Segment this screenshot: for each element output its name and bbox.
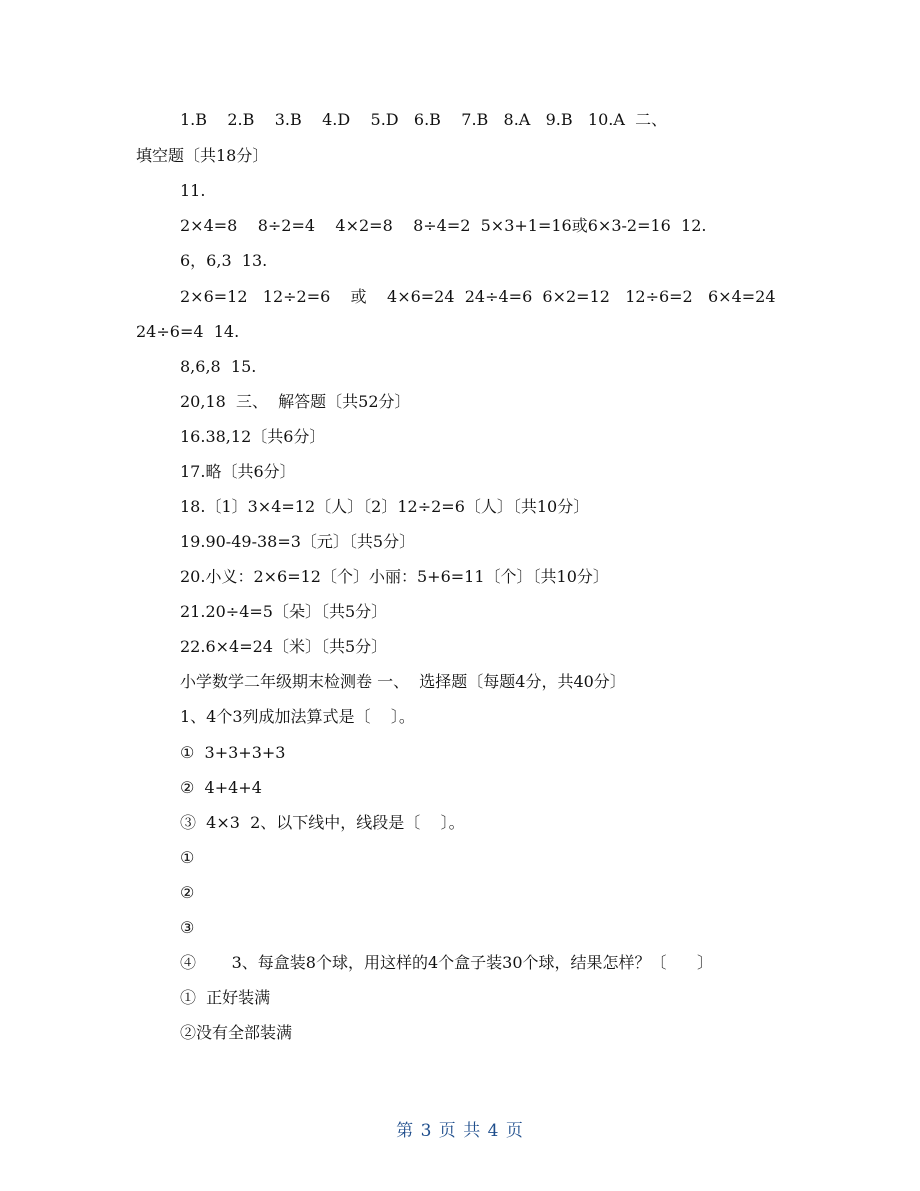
text-line: 小学数学二年级期末检测卷 一、 选择题〔每题4分，共40分〕	[180, 672, 626, 691]
text-line: 20,18 三、 解答题〔共52分〕	[180, 392, 411, 411]
text-line: 2×4=8 8÷2=4 4×2=8 8÷4=2 5×3+1=16或6×3-2=16 12.	[180, 216, 707, 235]
text-line: ③	[180, 918, 195, 937]
text-line: 17.略〔共6分〕	[180, 462, 296, 481]
text-line: 19.90-49-38=3〔元〕〔共5分〕	[180, 532, 416, 551]
text-line: ④ 3、每盒装8个球，用这样的4个盒子装30个球，结果怎样？〔 〕	[180, 953, 714, 972]
text-line: 21.20÷4=5〔朵〕〔共5分〕	[180, 602, 388, 621]
text-line: ② 4+4+4	[180, 778, 262, 797]
text-line: 20.小义：2×6=12〔个〕小丽：5+6=11〔个〕〔共10分〕	[180, 567, 609, 586]
text-line: ③ 4×3 2、以下线中，线段是〔 〕。	[180, 813, 465, 832]
text-line: 6，6,3 13.	[180, 251, 268, 270]
text-line: 16.38,12〔共6分〕	[180, 427, 326, 446]
text-line: 填空题〔共18分〕	[136, 146, 269, 165]
text-line: 24÷6=4 14.	[136, 322, 240, 341]
text-line: 2×6=12 12÷2=6 或 4×6=24 24÷4=6 6×2=12 12÷6=2 6×4=24	[180, 287, 776, 306]
text-line: 22.6×4=24〔米〕〔共5分〕	[180, 637, 388, 656]
text-line: 11.	[180, 181, 206, 200]
text-line: ②	[180, 883, 195, 902]
text-line: 1.B 2.B 3.B 4.D 5.D 6.B 7.B 8.A 9.B 10.A 二、	[180, 110, 668, 129]
text-line: 1、4个3列成加法算式是〔 〕。	[180, 707, 415, 726]
text-line: 8,6,8 15.	[180, 357, 257, 376]
text-line: 18.〔1〕3×4=12〔人〕〔2〕12÷2=6〔人〕〔共10分〕	[180, 497, 590, 516]
text-line: ①	[180, 848, 195, 867]
text-line: ②没有全部装满	[180, 1023, 293, 1042]
page-number-footer: 第 3 页 共 4 页	[396, 1121, 524, 1141]
text-line: ① 3+3+3+3	[180, 743, 286, 762]
text-line: ① 正好装满	[180, 988, 271, 1007]
